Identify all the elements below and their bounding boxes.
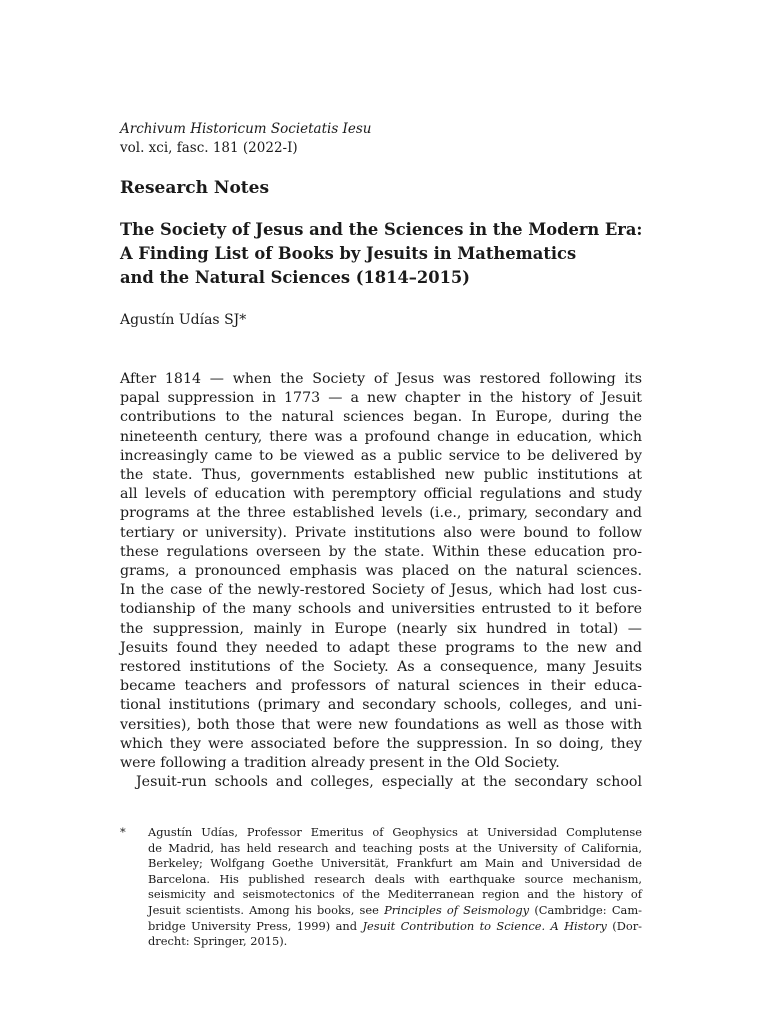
book-title: Jesuit Contribution to Science. A History [362,918,607,933]
body-line: In the case of the newly-restored Society of Jesus, which had lost cus- [120,582,642,599]
footnote-text-segment: Jesuit scientists. Among his books, see [148,902,385,917]
body-line: todianship of the many schools and universities entrusted to it before [120,601,642,618]
section-title: Research Notes [120,178,270,198]
body-paragraph [120,370,642,792]
footnote-line [148,903,642,919]
footnote-line: Barcelona. His published research deals with earthquake source mechanism, [148,871,642,886]
footnote [120,825,642,950]
article-title-line: The Society of Jesus and the Sciences in the Modern Era: [120,220,643,239]
book-title: Principles of Seismology [384,902,530,917]
footnote-line [148,919,642,935]
body-line: the suppression, mainly in Europe (nearly six hundred in total) — [120,620,642,637]
body-line: increasingly came to be viewed as a public service to be delivered by [120,447,642,464]
body-line: were following a tradition already present in the Old Society. [120,755,560,772]
footnote-text-segment: bridge University Press, 1999) and [148,918,363,933]
footnote-text-segment: (Cambridge: Cam- [529,902,642,917]
footnote-line: Berkeley; Wolfgang Goethe Universität, Frankfurt am Main and Universidad de [148,856,642,871]
body-line: After 1814 — when the Society of Jesus was restored following its [120,371,642,387]
body-line: versities), both those that were new foundations as well as those with [120,716,642,733]
body-line: papal suppression in 1773 — a new chapter in the history of Jesuit [120,390,642,407]
footnote-line: drecht: Springer, 2015). [148,934,288,949]
article-title-line: A Finding List of Books by Jesuits in Mathematics [120,244,577,263]
body-line: contributions to the natural sciences began. In Europe, during the [120,409,642,426]
body-line: Jesuit-run schools and colleges, especially at the secondary school [136,774,642,791]
body-line: Jesuits found they needed to adapt these programs to the new and [120,639,642,656]
body-line: which they were associated before the suppression. In so doing, they [120,735,642,752]
footnote-marker: * [120,825,126,839]
body-line: tertiary or university). Private institutions also were bound to follow [120,524,642,541]
article-page [120,120,642,792]
footnote-line: Agustín Udías, Professor Emeritus of Geophysics at Universidad Complutense [148,825,642,839]
body-line: grams, a pronounced emphasis was placed on the natural sciences. [120,563,642,580]
body-line: restored institutions of the Society. As a consequence, many Jesuits [120,659,642,676]
footnote-text-segment: (Dor- [606,918,642,933]
author-name: Agustín Udías SJ* [120,312,247,328]
journal-volume: vol. xci, fasc. 181 (2022-I) [120,140,298,156]
body-line: programs at the three established levels (i.e., primary, secondary and [120,505,642,522]
body-line: became teachers and professors of natural sciences in their educa- [120,678,642,695]
body-line: these regulations overseen by the state. Within these education pro- [120,543,642,560]
article-title [120,218,642,290]
article-title-line: and the Natural Sciences (1814–2015) [120,268,470,287]
body-line: nineteenth century, there was a profound change in education, which [120,428,642,445]
footnote-text [148,825,642,950]
footnote-line: de Madrid, has held research and teaching posts at the University of California, [148,840,642,855]
body-line: all levels of education with peremptory official regulations and study [120,486,642,503]
body-line: tional institutions (primary and secondary schools, colleges, and uni- [120,697,642,714]
body-line: the state. Thus, governments established new public institutions at [120,467,642,484]
journal-title: Archivum Historicum Societatis Iesu [120,121,372,137]
footnote-line: seismicity and seismotectonics of the Mediterranean region and the history of [148,887,642,902]
